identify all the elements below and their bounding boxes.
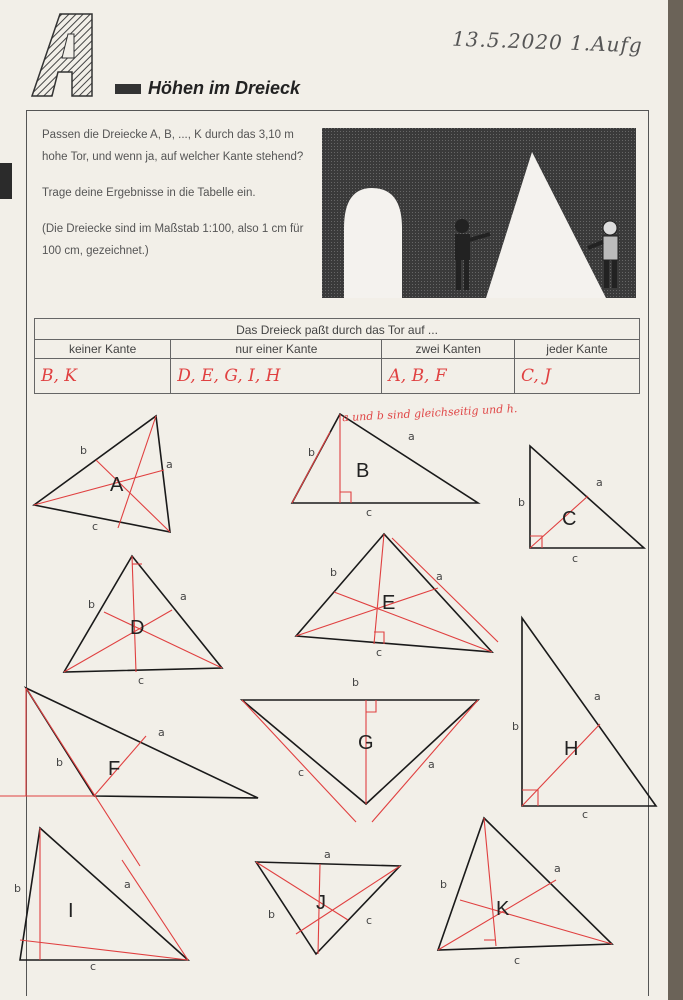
right-angle-marks: [132, 492, 542, 940]
triangle-label-h: H: [564, 738, 579, 760]
intro-paragraph-3: (Die Dreiecke sind im Maßstab 1:100, also 1 cm für 100 cm, gezeichnet.): [42, 223, 304, 257]
side-label-f-a: a: [158, 726, 165, 739]
column-header-one: nur einer Kante: [171, 340, 382, 359]
side-label-k-c: c: [514, 954, 521, 967]
side-label-d-c: c: [138, 674, 145, 687]
side-label-k-a: a: [554, 862, 561, 875]
column-header-all: jeder Kante: [514, 340, 639, 359]
side-label-d-b: b: [88, 598, 95, 611]
side-label-g-a: a: [428, 758, 435, 771]
side-label-j-a: a: [324, 848, 331, 861]
side-label-i-c: c: [90, 960, 97, 973]
triangle-h: [522, 618, 656, 806]
table-header: Das Dreieck paßt durch das Tor auf ...: [35, 319, 640, 340]
triangle-label-f: F: [108, 758, 121, 780]
side-label-a-a: a: [166, 458, 173, 471]
triangle-label-a: A: [110, 474, 124, 496]
side-label-b-b: b: [308, 446, 315, 459]
side-label-c-a: a: [596, 476, 603, 489]
column-header-none: keiner Kante: [35, 340, 171, 359]
intro-paragraph-1: Passen die Dreiecke A, B, ..., K durch das 3,10 m hohe Tor, und wenn ja, auf welcher Kante stehend?: [42, 129, 304, 163]
triangle-label-j: J: [316, 892, 326, 914]
triangle-k: [438, 818, 612, 950]
side-label-i-a: a: [124, 878, 131, 891]
triangle-i: [20, 828, 188, 960]
page-title: Höhen im Dreieck: [148, 78, 301, 98]
side-label-h-a: a: [594, 690, 601, 703]
side-label-d-a: a: [180, 590, 187, 603]
side-label-e-a: a: [436, 570, 443, 583]
triangle-b: [292, 414, 478, 503]
side-label-h-c: c: [582, 808, 589, 821]
column-header-two: zwei Kanten: [382, 340, 514, 359]
answer-cell-all[interactable]: C, J: [514, 359, 639, 394]
annotation-note: a und b sind gleichseitig und h.: [341, 402, 518, 425]
triangle-label-d: D: [130, 617, 145, 639]
side-label-c-b: b: [518, 496, 525, 509]
side-label-j-c: c: [366, 914, 373, 927]
side-label-e-c: c: [376, 646, 383, 659]
side-label-f-b: b: [56, 756, 63, 769]
side-label-k-b: b: [440, 878, 447, 891]
side-label-g-c: c: [298, 766, 305, 779]
side-label-h-b: b: [512, 720, 519, 733]
side-label-j-b: b: [268, 908, 275, 921]
side-label-c-c: c: [572, 552, 579, 565]
triangle-label-c: C: [562, 508, 577, 530]
answer-cell-none[interactable]: B, K: [35, 359, 171, 394]
side-label-a-c: c: [92, 520, 99, 533]
side-label-b-c: c: [366, 506, 373, 519]
side-label-a-b: b: [80, 444, 87, 457]
answer-cell-one[interactable]: D, E, G, I, H: [171, 359, 382, 394]
side-label-i-b: b: [14, 882, 21, 895]
side-label-e-b: b: [330, 566, 337, 579]
triangle-label-b: B: [356, 460, 370, 482]
handwritten-date: 13.5.2020 1.Aufg: [451, 26, 644, 58]
triangle-d: [64, 556, 222, 672]
triangle-label-k: K: [496, 898, 510, 920]
side-label-g-b: b: [352, 676, 359, 689]
triangle-label-i: I: [68, 900, 74, 922]
intro-paragraph-2: Trage deine Ergebnisse in die Tabelle ein.: [42, 187, 256, 199]
triangle-label-g: G: [358, 732, 374, 754]
side-label-b-a: a: [408, 430, 415, 443]
triangle-label-e: E: [382, 592, 396, 614]
answer-cell-two[interactable]: A, B, F: [382, 359, 514, 394]
